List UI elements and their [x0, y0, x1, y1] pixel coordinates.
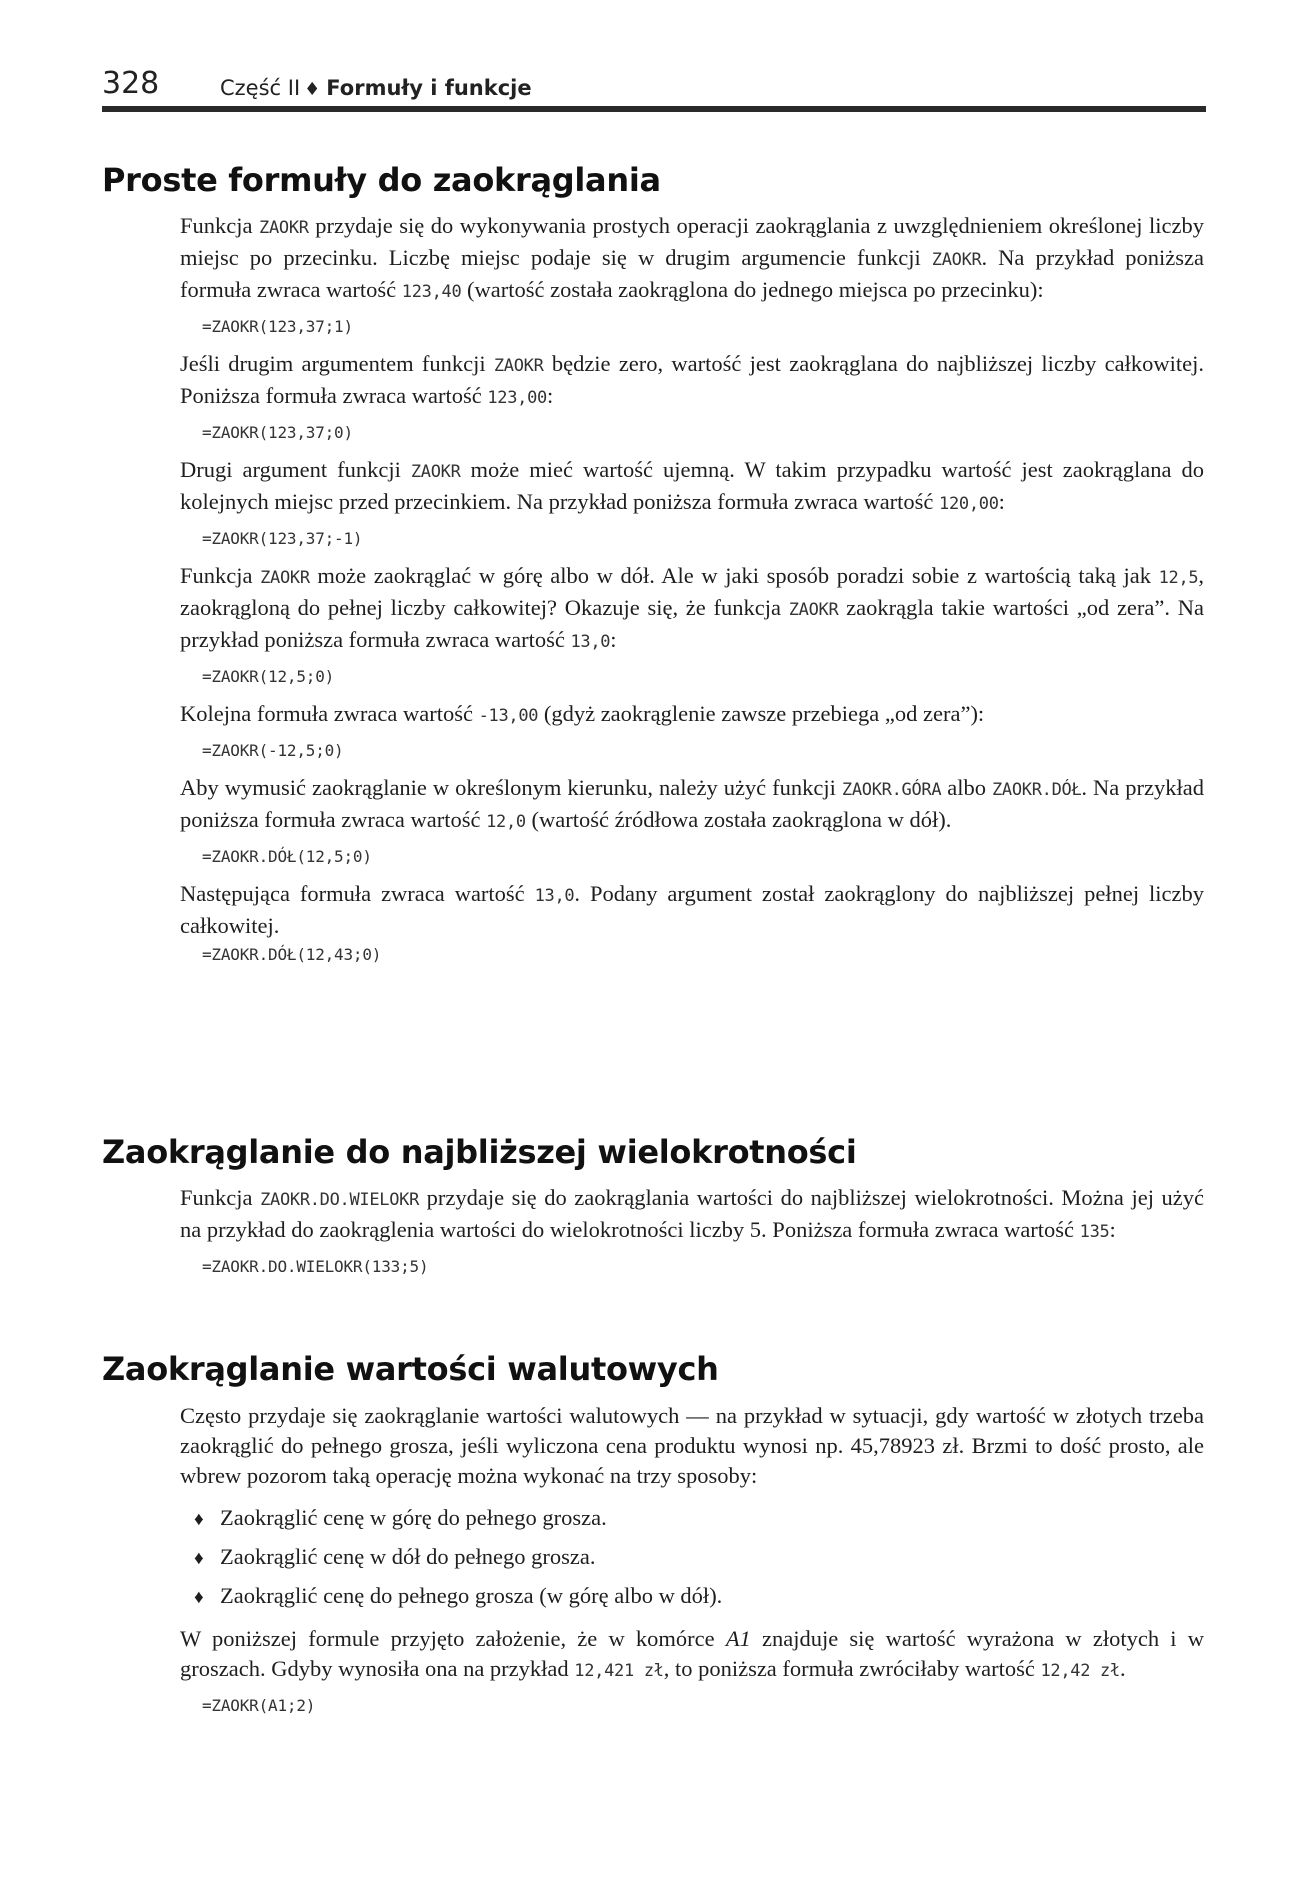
paragraph: Kolejna formuła zwraca wartość -13,00 (gdyż zaokrąglenie zawsze przebiega „od zera”): — [180, 701, 985, 726]
inline-code: 12,5 — [1158, 568, 1199, 588]
list-item: ♦ Zaokrąglić cenę w dół do pełnego grosza. — [194, 1538, 1204, 1577]
inline-code: 13,0 — [570, 632, 611, 652]
inline-code: 120,00 — [939, 494, 999, 514]
paragraph: Funkcja ZAOKR przydaje się do wykonywania prostych operacji zaokrąglania z uwzględnieniem określonej liczby miejsc po przecinku. Liczbę miejsc podaje się w drugim argumencie funkcji ZAOKR. Na przykład poniższa formuła zwraca wartość 123,40 (wartość została zaokrąglona do jednego miejsca po przecinku): — [180, 213, 1204, 302]
inline-code: 12,42 zł — [1040, 1661, 1120, 1681]
formula-example: =ZAOKR(12,5;0) — [202, 667, 335, 686]
cell-reference: A1 — [725, 1626, 751, 1651]
paragraph: Funkcja ZAOKR.DO.WIELOKR przydaje się do zaokrąglania wartości do najbliższej wielokrotności. Można jej użyć na przykład do zaokrąglenia wartości do wielokrotności liczby 5. Poniższa formuła zwraca wartość 135: — [180, 1185, 1204, 1242]
chapter-title: Formuły i funkcje — [326, 76, 532, 100]
paragraph: Drugi argument funkcji ZAOKR może mieć wartość ujemną. W takim przypadku wartość jest zaokrąglana do kolejnych miejsc przed przecinkiem. Na przykład poniższa formuła zwraca wartość 120,00: — [180, 457, 1204, 514]
section-title: Zaokrąglanie wartości walutowych — [102, 1350, 719, 1388]
section-body-3 — [180, 1401, 1204, 1728]
inline-code: ZAOKR — [260, 568, 310, 588]
running-head-title — [220, 76, 532, 100]
section-heading-2 — [102, 1132, 1206, 1172]
formula-example: =ZAOKR(A1;2) — [202, 1696, 316, 1715]
page-number: 328 — [102, 66, 160, 101]
paragraph: W poniższej formule przyjęto założenie, że w komórce A1 znajduje się wartość wyrażona w złotych i w groszach. Gdyby wynosiła ona na przykład 12,421 zł, to poniższa formuła zwróciłaby wartość 12,42 zł. — [180, 1626, 1204, 1681]
inline-code: 135 — [1079, 1222, 1110, 1242]
diamond-bullet-icon: ♦ — [194, 1548, 204, 1569]
inline-code: ZAOKR — [493, 356, 544, 376]
inline-code: 123,00 — [487, 388, 547, 408]
list-item: ♦ Zaokrąglić cenę w górę do pełnego grosza. — [194, 1499, 1204, 1538]
paragraph: Następująca formuła zwraca wartość 13,0. Podany argument został zaokrąglony do najbliższej pełnej liczby całkowitej. — [180, 881, 1204, 938]
paragraph: Aby wymusić zaokrąglanie w określonym kierunku, należy użyć funkcji ZAOKR.GÓRA albo ZAOKR.DÓŁ. Na przykład poniższa formuła zwraca wartość 12,0 (wartość źródłowa została zaokrąglona w dół). — [180, 775, 1204, 832]
paragraph: Jeśli drugim argumentem funkcji ZAOKR będzie zero, wartość jest zaokrąglana do najbliższej liczby całkowitej. Poniższa formuła zwraca wartość 123,00: — [180, 351, 1204, 408]
part-label: Część II — [220, 76, 301, 100]
inline-code: ZAOKR.DÓŁ — [992, 780, 1082, 800]
inline-code: 12,0 — [486, 812, 526, 832]
paragraph: Funkcja ZAOKR może zaokrąglać w górę albo w dół. Ale w jaki sposób poradzi sobie z wartością taką jak 12,5, zaokrągloną do pełnej liczby całkowitej? Okazuje się, że funkcja ZAOKR zaokrągla takie wartości „od zera”. Na przykład poniższa formuła zwraca wartość 13,0: — [180, 563, 1204, 652]
paragraph: Często przydaje się zaokrąglanie wartości walutowych — na przykład w sytuacji, gdy wartość w złotych trzeba zaokrąglić do pełnego grosza, jeśli wyliczona cena produktu wynosi np. 45,78923 zł. Brzmi to dość prosto, ale wbrew pozorom taką operację można wykonać na trzy sposoby: — [180, 1403, 1204, 1488]
inline-code: 13,0 — [534, 886, 575, 906]
list-item: ♦ Zaokrąglić cenę do pełnego grosza (w górę albo w dół). — [194, 1577, 1204, 1616]
formula-example: =ZAOKR(123,37;-1) — [202, 529, 363, 548]
inline-code: ZAOKR — [410, 462, 461, 482]
inline-code: 123,40 — [401, 282, 462, 302]
diamond-bullet-icon: ♦ — [194, 1509, 204, 1530]
inline-code: ZAOKR.DO.WIELOKR — [260, 1190, 420, 1210]
formula-example: =ZAOKR(123,37;1) — [202, 317, 353, 336]
inline-code: -13,00 — [478, 706, 539, 726]
inline-code: ZAOKR — [788, 600, 839, 620]
formula-example: =ZAOKR.DO.WIELOKR(133;5) — [202, 1257, 429, 1276]
section-body-1 — [180, 211, 1204, 977]
inline-code: ZAOKR.GÓRA — [841, 780, 942, 800]
section-heading-1 — [102, 160, 1206, 200]
inline-code: ZAOKR — [931, 250, 982, 270]
bullet-list — [194, 1499, 1204, 1616]
header-rule — [102, 106, 1206, 112]
inline-code: ZAOKR — [259, 218, 309, 238]
section-heading-3 — [102, 1349, 1206, 1389]
inline-code: 12,421 zł — [574, 1661, 664, 1681]
diamond-icon: ♦ — [304, 79, 321, 100]
formula-example: =ZAOKR.DÓŁ(12,43;0) — [202, 945, 382, 964]
section-body-2 — [180, 1183, 1204, 1289]
formula-example: =ZAOKR(-12,5;0) — [202, 741, 344, 760]
formula-example: =ZAOKR.DÓŁ(12,5;0) — [202, 847, 372, 866]
formula-example: =ZAOKR(123,37;0) — [202, 423, 353, 442]
section-title: Proste formuły do zaokrąglania — [102, 161, 661, 199]
running-head — [102, 66, 1206, 114]
section-title: Zaokrąglanie do najbliższej wielokrotności — [102, 1133, 857, 1171]
diamond-bullet-icon: ♦ — [194, 1587, 204, 1608]
